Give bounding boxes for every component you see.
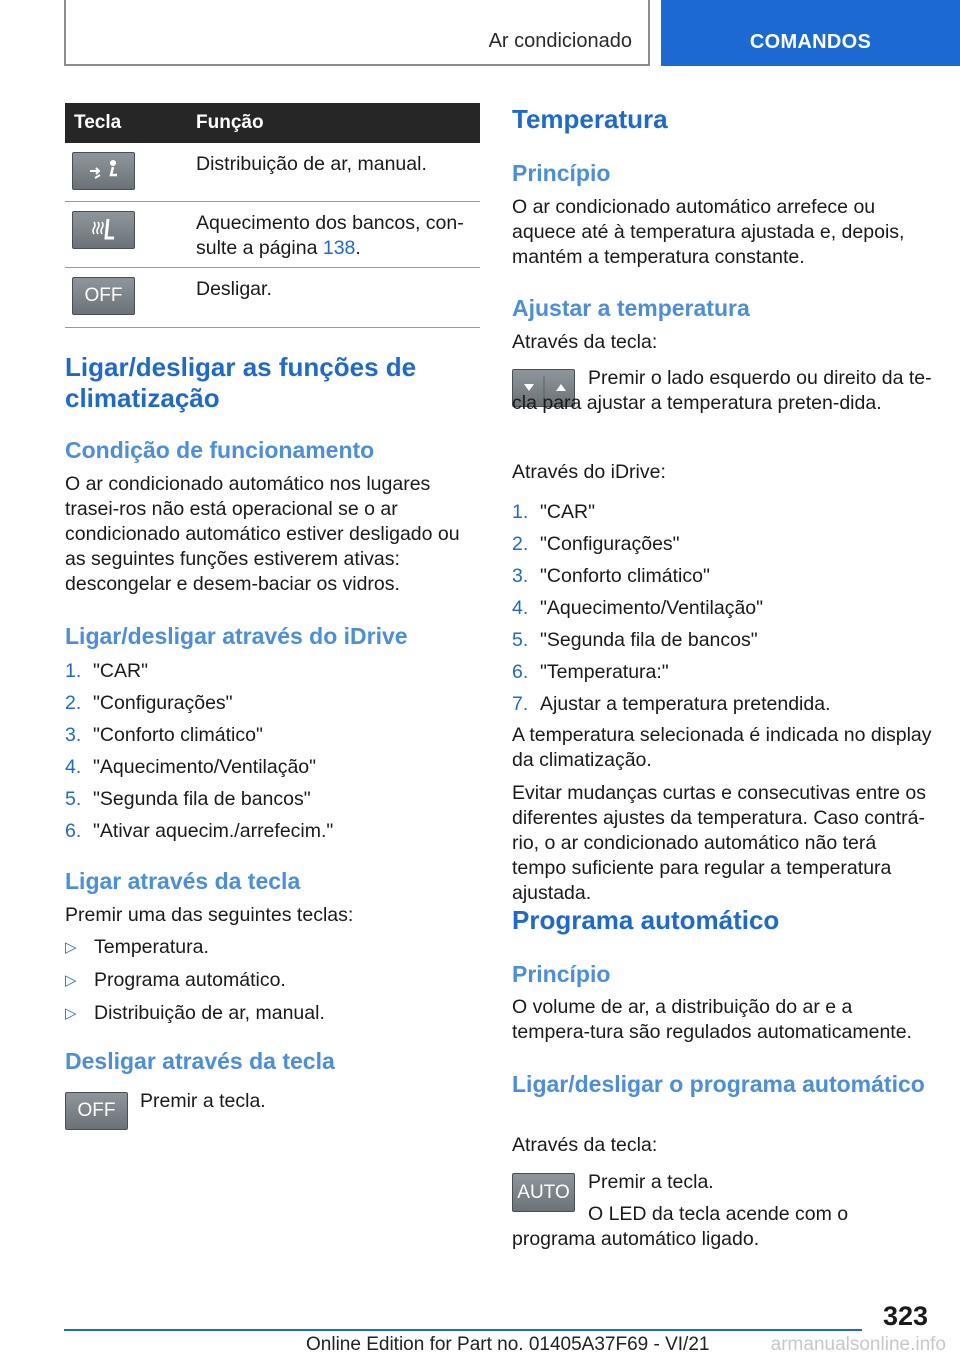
header-frame (64, 0, 650, 66)
off-key-icon: OFF (65, 1092, 128, 1130)
paragraph-avoid: Evitar mudanças curtas e consecutivas entre os diferentes ajustes da temperatura. Caso contrá-rio, o ar condicionado automático não terá tempo suficiente para regular a temperatura ajustada. (512, 782, 927, 904)
list-item: 4. "Aquecimento/Ventilação" (65, 756, 317, 778)
col-function-header: Função (196, 112, 264, 133)
footer-divider (64, 1329, 862, 1331)
list-item: 5. "Segunda fila de bancos" (512, 629, 758, 651)
heading-temperature: Temperatura (512, 104, 668, 134)
list-item: 6. "Temperatura:" (512, 661, 669, 683)
paragraph-display: A temperatura selecionada é indicada no display da climatização. (512, 724, 932, 771)
heading-on-off: Ligar/desligar as funções de climatização (65, 352, 417, 413)
col-key-header: Tecla (74, 112, 122, 133)
table-header (65, 103, 480, 143)
key-function-table (65, 103, 480, 328)
list-item: 2. "Configurações" (512, 533, 680, 555)
heading-adjust: Ajustar a temperatura (512, 295, 750, 321)
paragraph-auto-via-key: Através da tecla: (512, 1134, 658, 1156)
chapter-tab (661, 0, 960, 66)
list-item: ▷ Programa automático. (65, 969, 286, 991)
paragraph-via-key: Através da tecla: (512, 331, 658, 353)
heading-principle: Princípio (512, 160, 611, 186)
paragraph-on-key: Premir uma das seguintes teclas: (65, 904, 354, 926)
watermark-text: armanualsonline.info (770, 1334, 946, 1355)
heading-on-key: Ligar através da tecla (65, 868, 301, 894)
temperature-steps-list (512, 500, 932, 724)
heading-auto-program: Programa automático (512, 905, 780, 935)
list-item: 2. "Configurações" (65, 692, 233, 714)
paragraph-principle: O ar condicionado automático arrefece ou aquece até à temperatura ajustada e, depois, mantém a temperatura constante. (512, 196, 905, 268)
row-function-text: Desligar. (196, 278, 272, 300)
list-item: 4. "Aquecimento/Ventilação" (512, 597, 764, 619)
list-item: 6. "Ativar aquecim./arrefecim." (65, 820, 334, 842)
paragraph-auto-press: Premir a tecla. (588, 1171, 714, 1193)
list-item: ▷ Distribuição de ar, manual. (65, 1002, 325, 1024)
heading-auto-principle: Princípio (512, 961, 611, 987)
air-distribution-icon (72, 152, 135, 190)
heading-auto-on-off: Ligar/desligar o programa automático (512, 1071, 925, 1097)
list-item: 5. "Segunda fila de bancos" (65, 788, 311, 810)
list-item: ▷ Temperatura. (65, 936, 209, 958)
page-link[interactable]: 138 (322, 237, 356, 259)
paragraph-via-idrive: Através do iDrive: (512, 461, 666, 483)
table-row (65, 202, 480, 268)
paragraph-condition: O ar condicionado automático nos lugares trasei-ros não está operacional se o ar condicionado automático estiver desligado ou as seguintes funções estiverem ativas: descongelar e desem-baciar os vidros. (65, 473, 460, 595)
seat-heating-icon (72, 211, 135, 249)
list-item: 7. Ajustar a temperatura pretendida. (512, 693, 831, 715)
heading-idrive: Ligar/desligar através do iDrive (65, 623, 408, 649)
section-title: Ar condicionado (488, 30, 632, 52)
auto-key-icon: AUTO (512, 1173, 575, 1212)
paragraph-auto-principle: O volume de ar, a distribuição do ar e a tempera-tura são regulados automaticamente. (512, 996, 912, 1043)
idrive-steps-list (65, 659, 480, 851)
row-function-text: Distribuição de ar, manual. (196, 153, 427, 175)
heading-condition: Condição de funcionamento (65, 437, 375, 463)
heading-off-key: Desligar através da tecla (65, 1048, 335, 1074)
list-item: 3. "Conforto climático" (512, 565, 710, 587)
chapter-tab-label: COMANDOS (749, 31, 872, 53)
paragraph-key-instruction: Premir o lado esquerdo ou direito da te-cla para ajustar a temperatura preten-dida. (512, 367, 932, 414)
list-item: 3. "Conforto climático" (65, 724, 263, 746)
table-row (65, 268, 480, 328)
page-number: 323 (882, 1301, 928, 1331)
table-row (65, 143, 480, 202)
list-item: 1. "CAR" (512, 501, 596, 523)
paragraph-off-key: Premir a tecla. (140, 1090, 266, 1112)
paragraph-auto-led: O LED da tecla acende com o programa automático ligado. (512, 1203, 849, 1250)
edition-text: Online Edition for Part no. 01405A37F69 - VI/21 (306, 1334, 710, 1355)
off-key-icon: OFF (72, 277, 135, 315)
row-function-text: Aquecimento dos bancos, con-sulte a página 138. (196, 212, 464, 259)
list-item: 1. "CAR" (65, 660, 149, 682)
on-key-list (65, 935, 325, 1034)
